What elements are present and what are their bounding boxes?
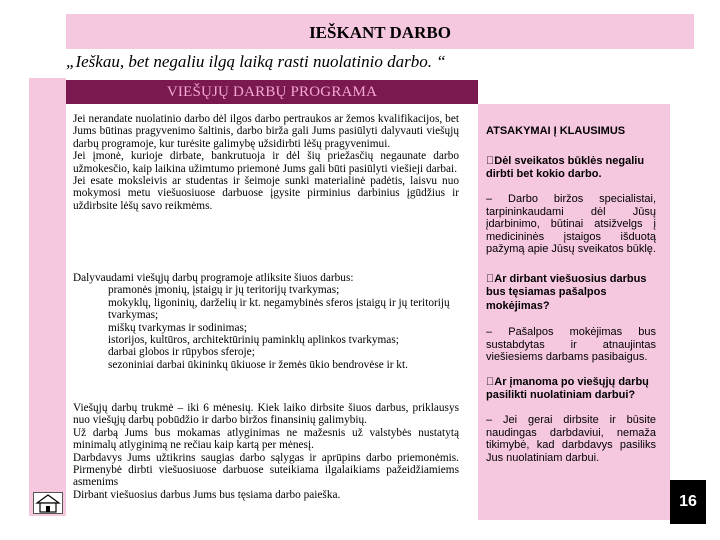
list-item: darbai globos ir rūpybos sferoje; <box>108 346 255 359</box>
list-item: pramonės įmonių, įstaigų ir jų teritorijų tvarkymas; <box>108 284 340 297</box>
home-icon[interactable] <box>33 492 63 514</box>
paragraph: Viešųjų darbų trukmė – iki 6 mėnesių. Kiek laiko dirbsite šiuos darbus, priklausys nuo viešųjų darbų pobūdžio ir darbo biržos finansinių galimybių. <box>73 402 459 427</box>
list-item: istorijos, kultūros, architektūrinių paminklų aplinkos tvarkymas; <box>108 334 399 347</box>
faq-bullet:   <box>486 155 495 167</box>
work-intro: Dalyvaudami viešųjų darbų programoje atliksite šiuos darbus: <box>73 272 354 284</box>
faq-bullet:   <box>486 376 495 388</box>
faq-bullet:   <box>486 273 495 285</box>
list-item: miškų tvarkymas ir sodinimas; <box>108 321 248 334</box>
faq-title: ATSAKYMAI Į KLAUSIMUS <box>486 125 626 137</box>
work-types-section <box>73 272 459 371</box>
faq-answer: – Jei gerai dirbsite ir būsite naudingas darbdaviui, nemaža tikimybė, kad darbdavys pasiliks Jus nuolatiniam darbui. <box>486 414 656 464</box>
faq-answer: – Pašalpos mokėjimas bus sustabdytas ir atnaujintas viešiesiems darbams pasibaigus. <box>486 326 656 364</box>
paragraph: Darbdavys Jums užtikrins saugias darbo sąlygas ir aprūpins darbo priemonėmis. Pirmenybė dirbti viešuosiuose darbuose suteikiama ilgalaikiams pažeidžiamiems asmenims <box>73 451 459 489</box>
intro-section <box>73 113 459 212</box>
paragraph: Jei esate moksleivis ar studentas ir šeimoje sunki materialinė padėtis, laisvu nuo mokymosi metu viešuosiuose darbuose įgysite pirminius darbinius įgūdžius ir uždirbsite lėšų savo reikmėms. <box>73 175 459 212</box>
faq-question <box>486 376 656 403</box>
section-banner <box>66 80 478 104</box>
left-sidebar-bar <box>29 78 66 516</box>
faq-answer: – Darbo biržos specialistai, tarpininkaudami dėl Jūsų įdarbinimo, būtinai atsižvelgs į medicininės įstaigos išduotą pažymą apie Jūsų sveikatos būklę. <box>486 193 656 256</box>
paragraph: Už darbą Jums bus mokamas atlyginimas ne mažesnis už valstybės nustatytą minimalų atlyginimą ne rečiau kaip kartą per mėnesį. <box>73 426 459 452</box>
page-header <box>66 14 694 49</box>
work-list <box>108 284 459 371</box>
faq-question-text: Dėl sveikatos būklės negaliu dirbti bet kokio darbo. <box>486 155 645 181</box>
conditions-section <box>73 402 459 501</box>
quote: „Ieškau, bet negaliu ilgą laiką rasti nuolatinio darbo. “ <box>66 52 446 71</box>
paragraph: Jei nerandate nuolatinio darbo dėl ilgos darbo pertraukos ar žemos kvalifikacijos, bet Jums būtinas pragyvenimo šaltinis, darbo birža gali Jums pasiūlyti dalyvauti viešųjų darbų programoje, kur turėsite galimybę užsidirbti lėšų pragyvenimui. <box>73 113 459 150</box>
faq-question <box>486 155 656 182</box>
faq-question-text: Ar įmanoma po viešųjų darbų pasilikti nuolatiniam darbui? <box>486 376 649 402</box>
faq-question-text: Ar dirbant viešuosius darbus bus tęsiamas pašalpos mokėjimas? <box>486 273 647 312</box>
banner-label: VIEŠŲJŲ DARBŲ PROGRAMA <box>166 84 378 100</box>
page-title: IEŠKANT DARBO <box>309 23 451 42</box>
faq-question <box>486 273 656 313</box>
paragraph: Dirbant viešuosius darbus Jums bus tęsiama darbo paieška. <box>73 488 341 501</box>
list-item: mokyklų, ligoninių, darželių ir kt. negamybinės sferos įstaigų ir jų teritorijų tvarkymas; <box>108 296 450 322</box>
paragraph: Jei įmonė, kurioje dirbate, bankrutuoja ir dėl šių priežasčių negaunate darbo užmokesčio, kaip laikina užimtumo priemonė Jums gali būti pasiūlyti viešieji darbai. <box>73 150 459 175</box>
list-item: sezoniniai darbai ūkininkų ūkiuose ir žemės ūkio bendrovėse ir kt. <box>108 358 408 371</box>
page-number: 16 <box>670 480 706 524</box>
